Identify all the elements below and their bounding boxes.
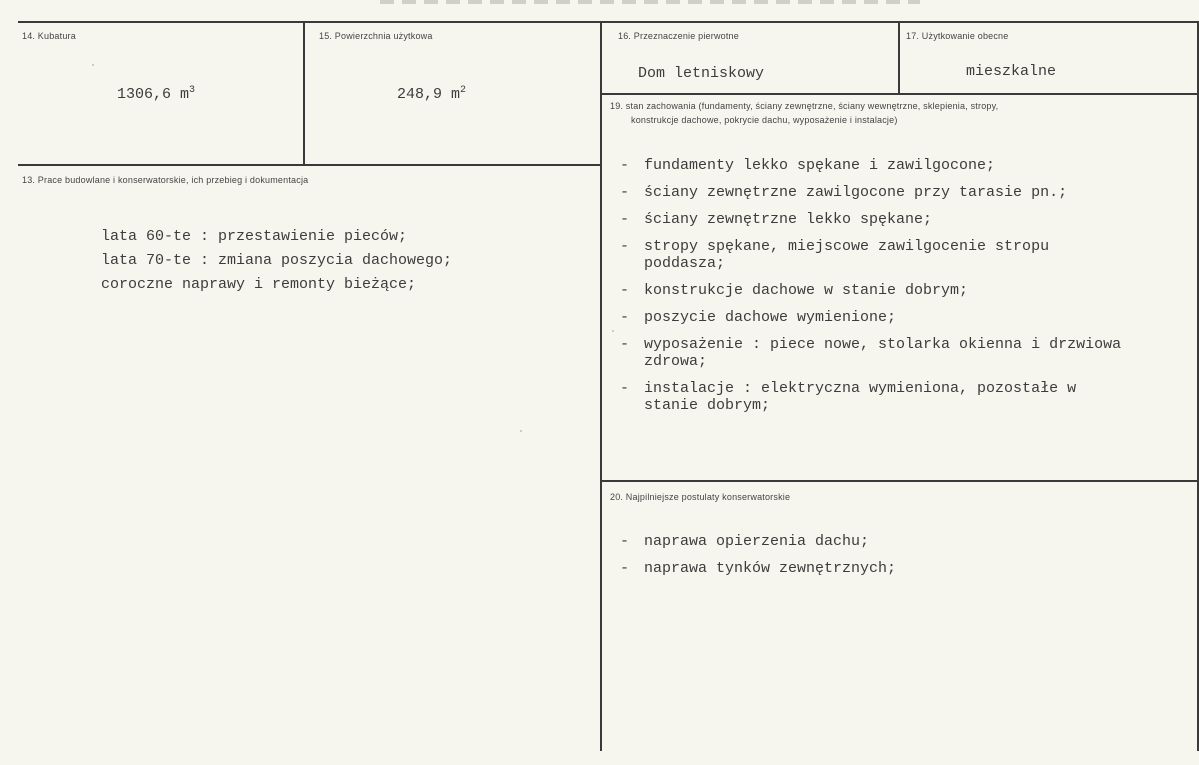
przeznaczenie-value: Dom letniskowy <box>638 65 765 82</box>
list-item-text: konstrukcje dachowe w stanie dobrym; <box>644 282 969 299</box>
list-item-text: poszycie dachowe wymienione; <box>644 309 897 326</box>
list-item-text: stropy spękane, miejscowe zawilgocenie stropu poddasza; <box>644 238 1050 272</box>
stan-label-line1: 19. stan zachowania (fundamenty, ściany zewnętrzne, ściany wewnętrzne, sklepienia, stropy, <box>610 101 999 111</box>
powierzchnia-label: 15. Powierzchnia użytkowa <box>319 31 433 41</box>
list-item <box>620 533 1180 550</box>
list-item <box>620 157 1180 174</box>
divider-14-15 <box>303 21 305 164</box>
uzytkowanie-label: 17. Użytkowanie obecne <box>906 31 1009 41</box>
prace-line: lata 70-te : zmiana poszycia dachowego; <box>101 252 453 269</box>
przeznaczenie-label: 16. Przeznaczenie pierwotne <box>618 31 739 41</box>
bullet-dash: - <box>620 184 630 201</box>
list-item-text: ściany zewnętrzne lekko spękane; <box>644 211 933 228</box>
kubatura-value: 1306,6 $m^3$ <box>117 85 196 103</box>
list-item <box>620 560 1180 577</box>
list-item-text: fundamenty lekko spękane i zawilgocone; <box>644 157 996 174</box>
bullet-dash: - <box>620 238 630 255</box>
list-item <box>620 380 1124 414</box>
list-item-text: wyposażenie : piece nowe, stolarka okienna i drzwiowa zdrowa; <box>644 336 1122 370</box>
kubatura-label: 14. Kubatura <box>22 31 76 41</box>
list-item-text: naprawa tynków zewnętrznych; <box>644 560 897 577</box>
list-item-text: naprawa opierzenia dachu; <box>644 533 870 550</box>
list-item <box>620 282 1180 299</box>
prace-list <box>101 228 452 300</box>
prace-line: coroczne naprawy i remonty bieżące; <box>101 276 417 293</box>
paper-speck <box>92 64 94 66</box>
list-item-text: ściany zewnętrzne zawilgocone przy tarasie pn.; <box>644 184 1068 201</box>
center-divider <box>600 21 602 751</box>
list-item <box>620 184 1180 201</box>
paper-speck <box>612 330 614 332</box>
bullet-dash: - <box>620 560 630 577</box>
list-item <box>620 336 1174 370</box>
prace-label: 13. Prace budowlane i konserwatorskie, ich przebieg i dokumentacja <box>22 175 309 185</box>
powierzchnia-value: 248,9 $m^2$ <box>397 85 467 103</box>
stan-list <box>620 157 1180 424</box>
bullet-dash: - <box>620 211 630 228</box>
divider-row-19 <box>600 93 1199 95</box>
top-strip-residue <box>380 0 920 4</box>
list-item <box>620 238 1114 272</box>
divider-16-17 <box>898 21 900 93</box>
list-item-text: instalacje : elektryczna wymieniona, pozostałe w stanie dobrym; <box>644 380 1077 414</box>
bullet-dash: - <box>620 336 630 353</box>
stan-label-line2: konstrukcje dachowe, pokrycie dachu, wyposażenie i instalacje) <box>631 115 898 125</box>
bullet-dash: - <box>620 533 630 550</box>
bullet-dash: - <box>620 282 630 299</box>
prace-line: lata 60-te : przestawienie pieców; <box>101 228 408 245</box>
postulaty-list <box>620 533 1180 587</box>
bullet-dash: - <box>620 309 630 326</box>
bullet-dash: - <box>620 380 630 397</box>
uzytkowanie-value: mieszkalne <box>966 63 1057 80</box>
postulaty-label: 20. Najpilniejsze postulaty konserwatorskie <box>610 492 791 502</box>
top-border <box>18 21 1199 23</box>
bullet-dash: - <box>620 157 630 174</box>
divider-row-13 <box>18 164 602 166</box>
divider-row-20 <box>600 480 1199 482</box>
list-item <box>620 211 1180 228</box>
list-item <box>620 309 1180 326</box>
paper-speck <box>520 430 522 432</box>
